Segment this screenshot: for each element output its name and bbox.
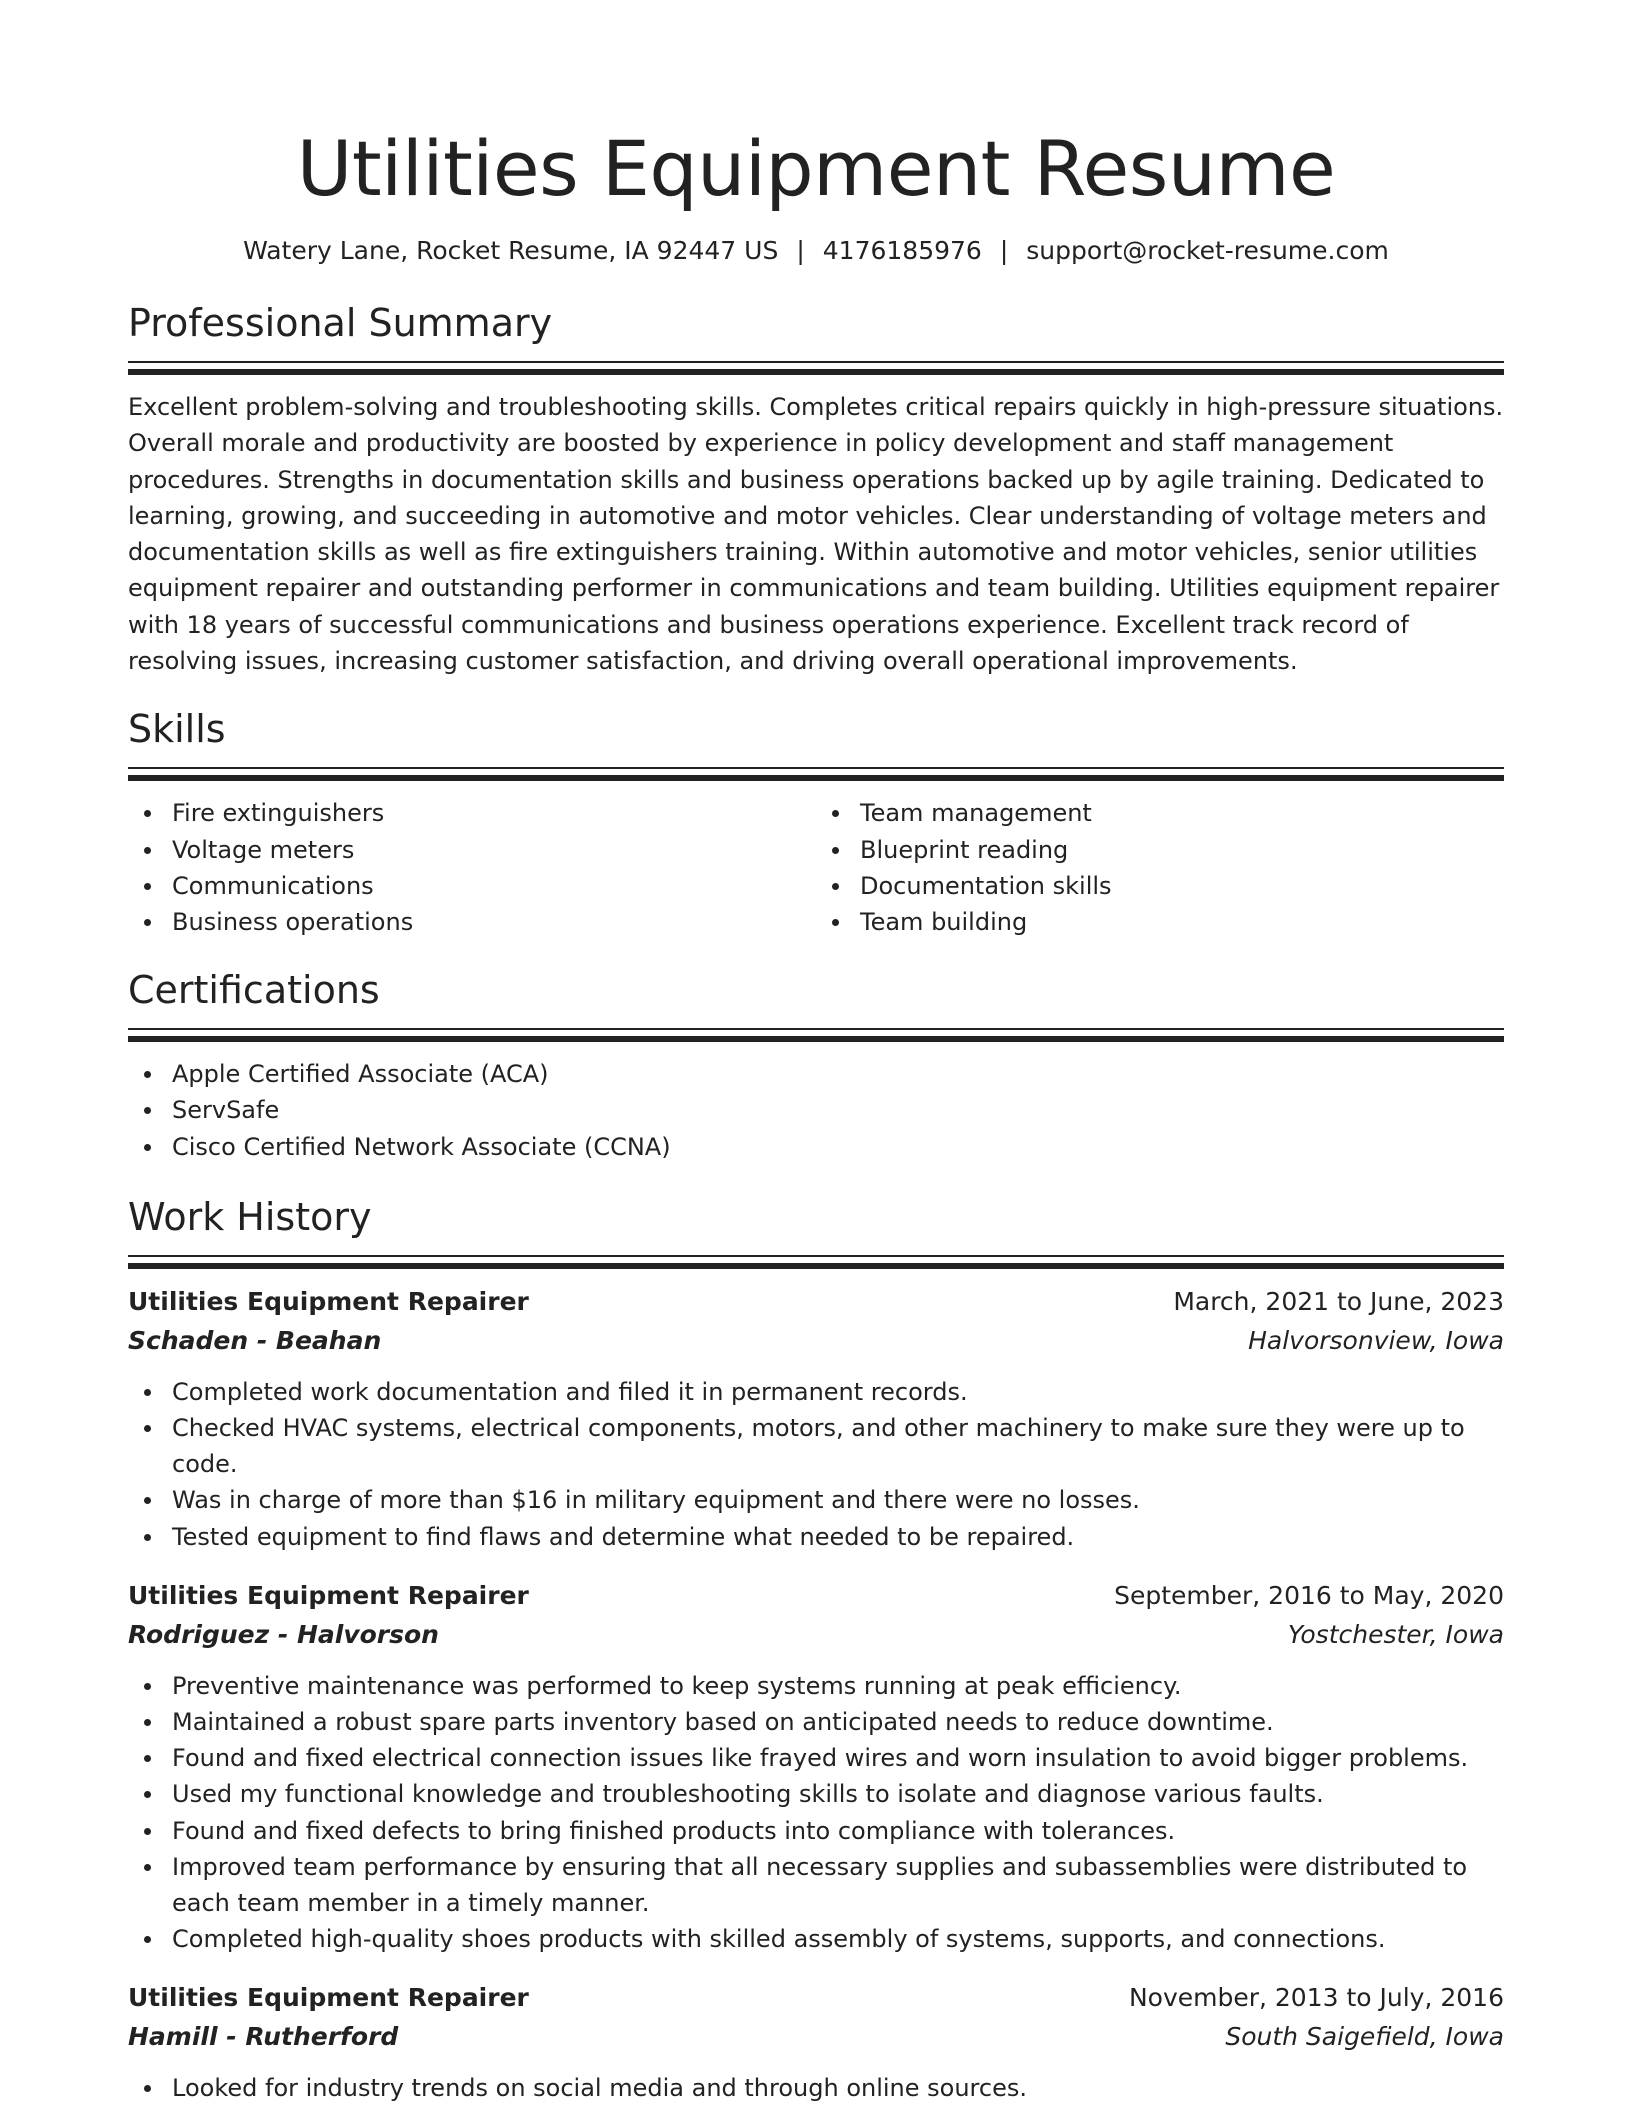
contact-phone: 4176185976 bbox=[822, 236, 982, 265]
skill-item: Team management bbox=[816, 795, 1504, 831]
section-divider bbox=[128, 1255, 1504, 1269]
certification-item: ServSafe bbox=[128, 1092, 1504, 1128]
contact-line bbox=[128, 234, 1504, 268]
job-dates: March, 2021 to June, 2023 bbox=[1173, 1286, 1504, 1316]
summary-section bbox=[128, 299, 1504, 679]
job-bullet: Improved team performance by ensuring that all necessary supplies and subassemblies were distributed to each team member in a timely manner. bbox=[128, 1849, 1504, 1921]
section-divider bbox=[128, 361, 1504, 375]
job-location: Yostchester, Iowa bbox=[1287, 1619, 1504, 1649]
section-title-work-history: Work History bbox=[128, 1194, 372, 1239]
certifications-list bbox=[128, 1056, 1504, 1165]
job-bullet: Looked for industry trends on social media and through online sources. bbox=[128, 2070, 1504, 2106]
job-dates: September, 2016 to May, 2020 bbox=[1114, 1580, 1504, 1610]
job-entry bbox=[128, 1979, 1504, 2106]
job-bullets bbox=[128, 2070, 1504, 2106]
resume-name: Utilities Equipment Resume bbox=[296, 124, 1336, 213]
job-company: Rodriguez - Halvorson bbox=[128, 1619, 439, 1649]
job-title: Utilities Equipment Repairer bbox=[128, 1580, 529, 1610]
job-title: Utilities Equipment Repairer bbox=[128, 1286, 529, 1316]
job-location: South Saigefield, Iowa bbox=[1225, 2022, 1504, 2052]
job-entry bbox=[128, 1577, 1504, 1958]
certifications-section bbox=[128, 966, 1504, 1165]
job-bullet: Maintained a robust spare parts inventory based on anticipated needs to reduce downtime. bbox=[128, 1704, 1504, 1740]
summary-text: Excellent problem-solving and troubleshooting skills. Completes critical repairs quickly in high-pressure situations. Overall morale and productivity are boosted by experience in policy development and staff management procedures. Strengths in documentation skills and business operations backed up by agile training. Dedicated to learning, growing, and succeeding in automotive and motor vehicles. Clear understanding of voltage meters and documentation skills as well as fire extinguishers training. Within automotive and motor vehicles, senior utilities equipment repairer and outstanding performer in communications and team building. Utilities equipment repairer with 18 years of successful communications and business operations experience. Excellent track record of resolving issues, increasing customer satisfaction, and driving overall operational improvements. bbox=[128, 393, 1504, 676]
job-bullet: Tested equipment to find flaws and determine what needed to be repaired. bbox=[128, 1519, 1504, 1555]
job-company: Schaden - Beahan bbox=[128, 1325, 382, 1355]
skills-list-left bbox=[128, 795, 816, 940]
job-header bbox=[128, 1283, 1504, 1321]
contact-separator: | bbox=[796, 236, 805, 265]
job-bullets bbox=[128, 1374, 1504, 1555]
job-bullet: Completed work documentation and filed it in permanent records. bbox=[128, 1374, 1504, 1410]
job-bullet: Completed high-quality shoes products with skilled assembly of systems, supports, and connections. bbox=[128, 1921, 1504, 1957]
job-header bbox=[128, 1577, 1504, 1615]
certification-item: Cisco Certified Network Associate (CCNA) bbox=[128, 1129, 1504, 1165]
skill-item: Business operations bbox=[128, 904, 816, 940]
section-title-skills: Skills bbox=[128, 707, 226, 752]
skills-section bbox=[128, 705, 1504, 940]
job-bullet: Checked HVAC systems, electrical components, motors, and other machinery to make sure they were up to code. bbox=[128, 1410, 1504, 1482]
skill-item: Blueprint reading bbox=[816, 832, 1504, 868]
contact-address: Watery Lane, Rocket Resume, IA 92447 US bbox=[243, 236, 779, 265]
skill-item: Fire extinguishers bbox=[128, 795, 816, 831]
job-bullet: Found and fixed defects to bring finished products into compliance with tolerances. bbox=[128, 1813, 1504, 1849]
skill-item: Team building bbox=[816, 904, 1504, 940]
job-dates: November, 2013 to July, 2016 bbox=[1128, 1983, 1504, 2013]
skill-item: Communications bbox=[128, 868, 816, 904]
job-title: Utilities Equipment Repairer bbox=[128, 1983, 529, 2013]
section-title-certifications: Certifications bbox=[128, 968, 380, 1013]
skills-columns bbox=[128, 795, 1504, 940]
skill-item: Voltage meters bbox=[128, 832, 816, 868]
job-company: Hamill - Rutherford bbox=[128, 2022, 399, 2052]
section-divider bbox=[128, 1028, 1504, 1042]
job-bullet: Found and fixed electrical connection issues like frayed wires and worn insulation to avoid bigger problems. bbox=[128, 1740, 1504, 1776]
job-bullets bbox=[128, 1668, 1504, 1958]
job-subheader bbox=[128, 1615, 1504, 1655]
certification-item: Apple Certified Associate (ACA) bbox=[128, 1056, 1504, 1092]
job-subheader bbox=[128, 2017, 1504, 2057]
job-bullet: Was in charge of more than $16 in military equipment and there were no losses. bbox=[128, 1482, 1504, 1518]
section-divider bbox=[128, 767, 1504, 781]
job-header bbox=[128, 1979, 1504, 2017]
contact-email: support@rocket-resume.com bbox=[1026, 236, 1389, 265]
contact-separator: | bbox=[999, 236, 1009, 265]
skill-item: Documentation skills bbox=[816, 868, 1504, 904]
job-entry bbox=[128, 1283, 1504, 1555]
skills-list-right bbox=[816, 795, 1504, 940]
job-bullet: Used my functional knowledge and troubleshooting skills to isolate and diagnose various faults. bbox=[128, 1776, 1504, 1812]
section-title-summary: Professional Summary bbox=[128, 301, 553, 345]
job-subheader bbox=[128, 1321, 1504, 1361]
job-bullet: Preventive maintenance was performed to keep systems running at peak efficiency. bbox=[128, 1668, 1504, 1704]
job-location: Halvorsonview, Iowa bbox=[1248, 1325, 1504, 1355]
work-history-section bbox=[128, 1193, 1504, 2107]
